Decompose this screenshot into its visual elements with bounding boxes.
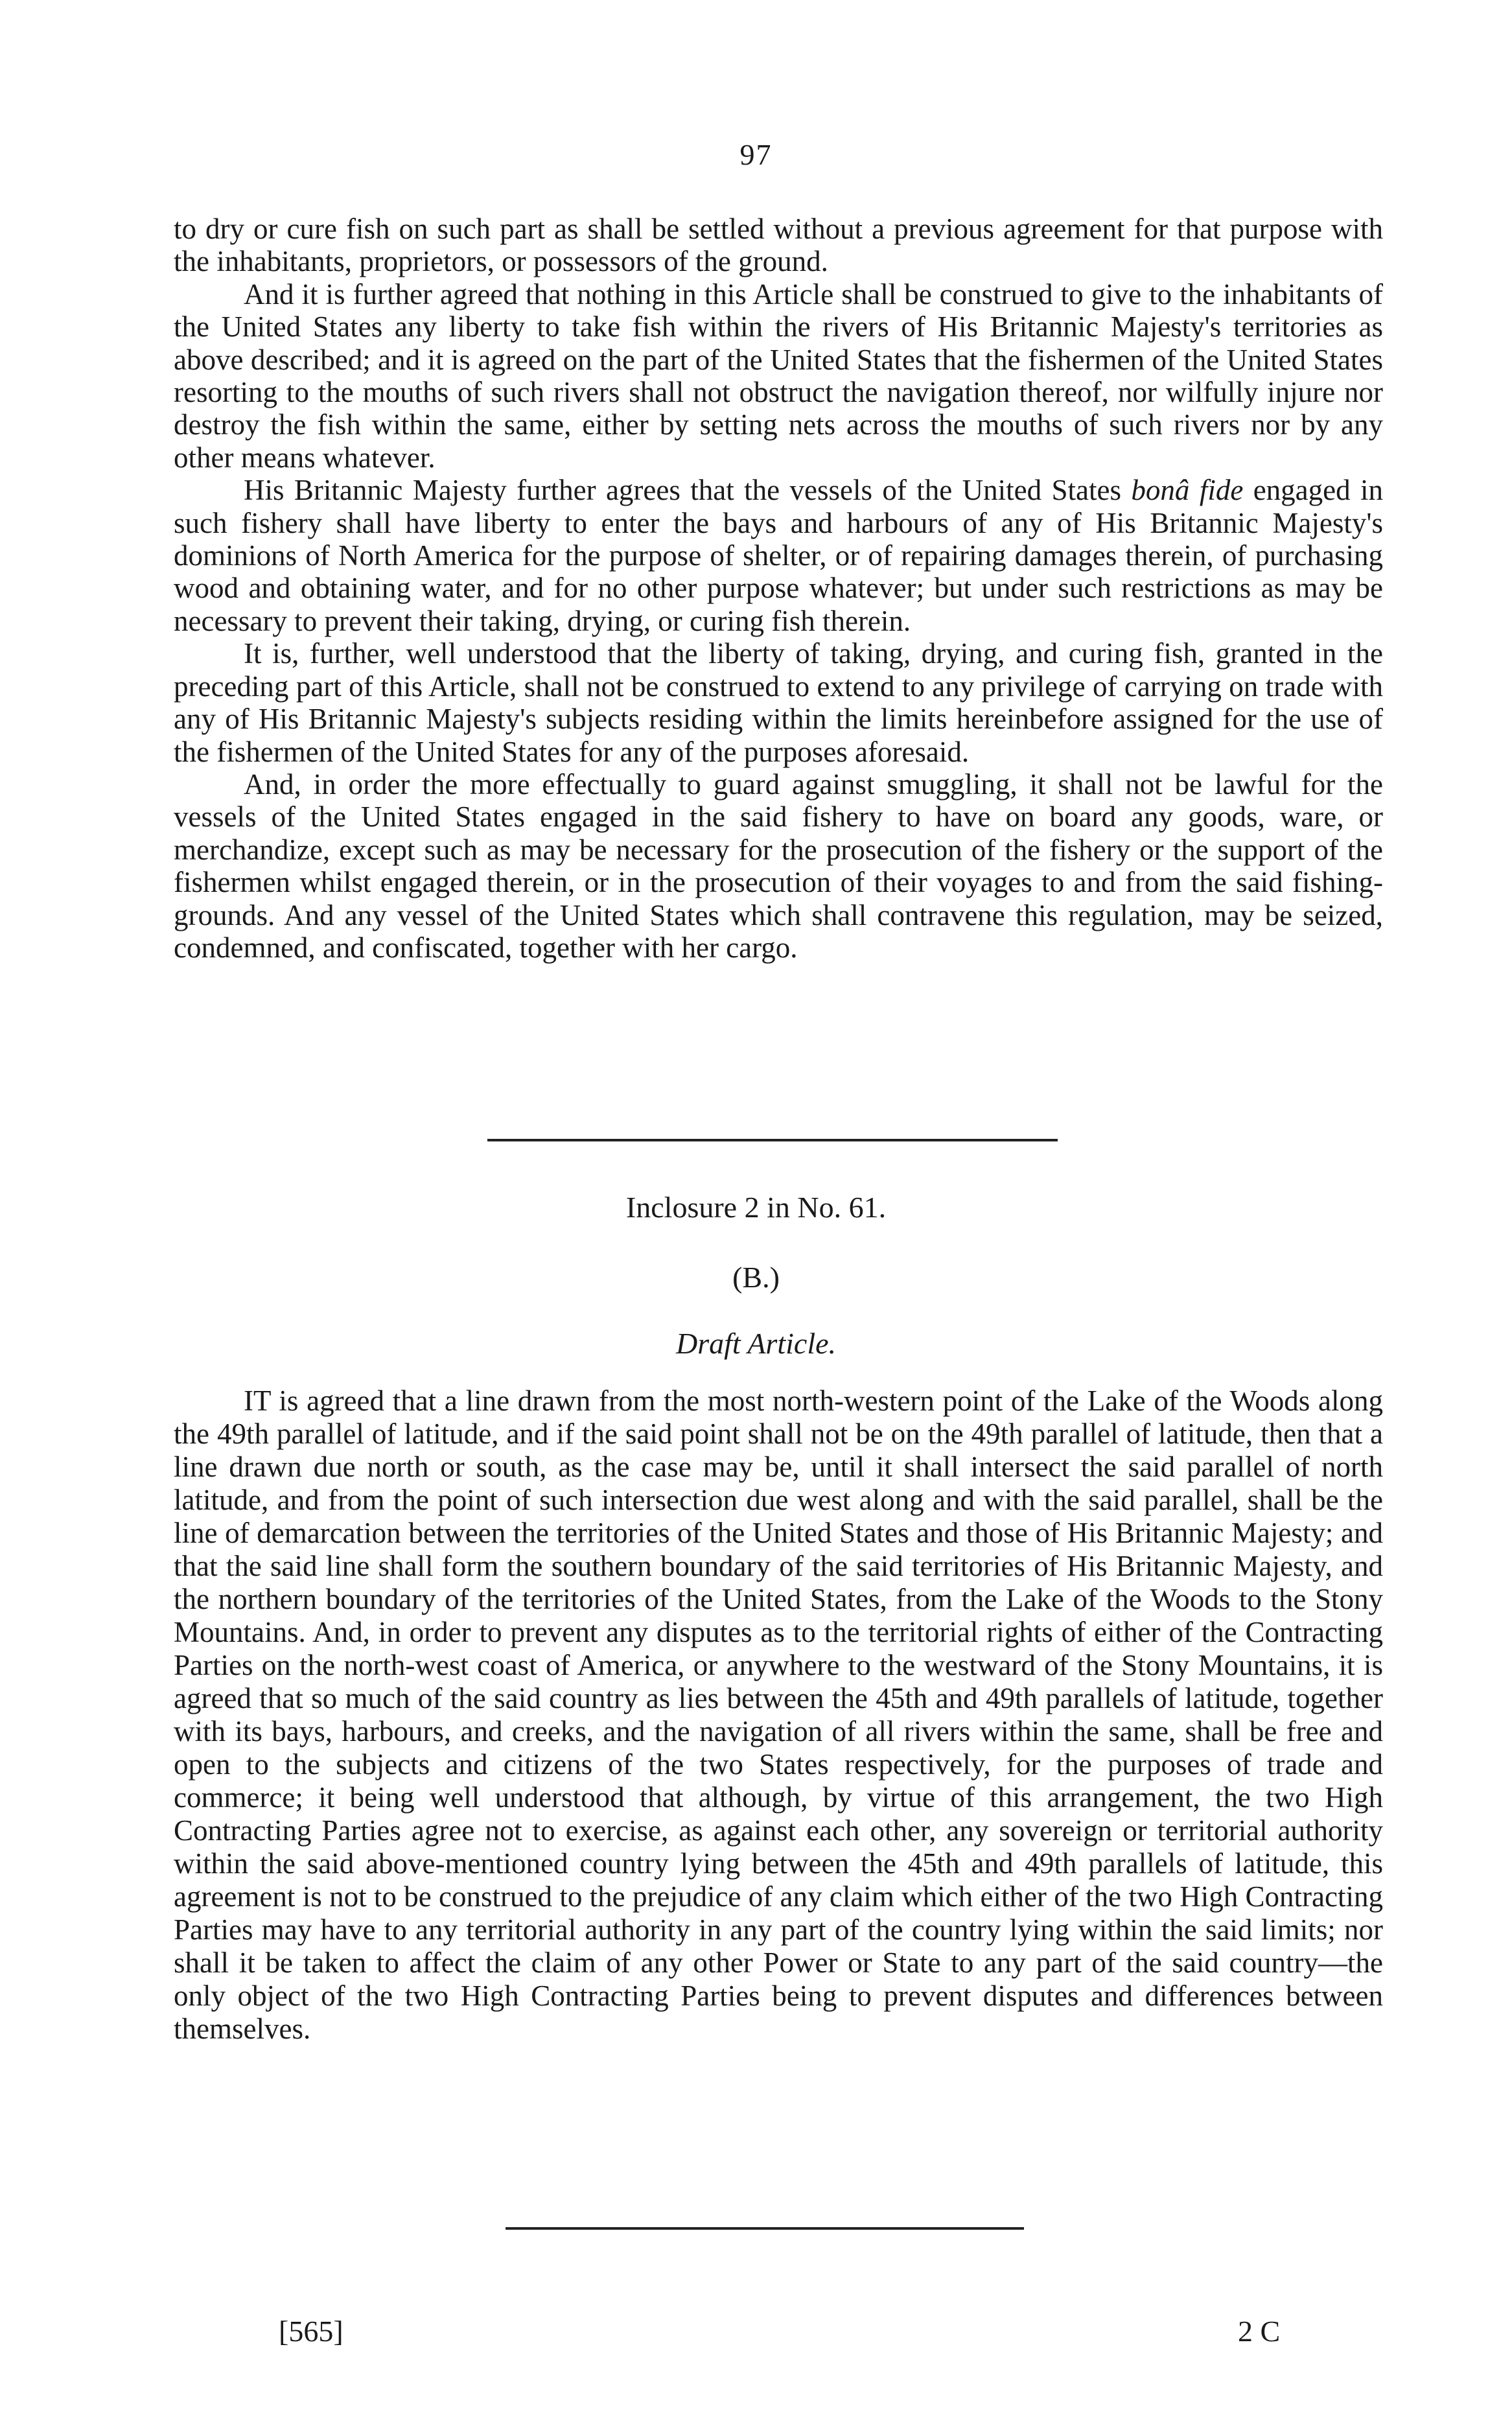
paragraph-bays-harbours xyxy=(174,474,1383,637)
bays-lead-text: His Britannic Majesty further agrees that the vessels of the United States xyxy=(244,474,1122,507)
paragraph-trade-privilege: It is, further, well understood that the liberty of taking, drying, and curing fish, granted in the preceding part of this Article, shall not be construed to extend to any privilege of carrying on trade with any of His Britannic Majesty's subjects residing within the limits hereinbefore assigned for the use of the fishermen of the United States for any of the purposes aforesaid. xyxy=(174,637,1383,768)
draft-article-body xyxy=(174,1385,1383,2046)
paragraph-drying-curing: to dry or cure fish on such part as shall be settled without a previous agreement for that purpose with the inhabitants, proprietors, or possessors of the ground. xyxy=(174,213,1383,278)
paragraph-rivers-clause: And it is further agreed that nothing in this Article shall be construed to give to the inhabitants of the United States any liberty to take fish within the rivers of His Britannic Majesty's territories as above described; and it is agreed on the part of the United States that the fishermen of the United States resorting to the mouths of such rivers shall not obstruct the navigation thereof, nor wilfully injure nor destroy the fish within the same, either by setting nets across the mouths of such rivers nor by any other means whatever. xyxy=(174,277,1383,474)
page-number: 97 xyxy=(739,138,773,171)
paragraph-smuggling: And, in order the more effectually to guard against smuggling, it shall not be lawful for the vessels of the United States engaged in the said fishery to have on board any goods, ware, or merchandize, except such as may be necessary for the prosecution of the fishery or the support of the fishermen whilst engaged therein, or in the prosecution of their voyages to and from the said fishing-grounds. And any vessel of the United States which shall contravene this regulation, may be seized, condemned, and confiscated, together with her cargo. xyxy=(174,767,1383,964)
section-divider-bottom xyxy=(506,2227,1024,2230)
draft-article-title: Draft Article. xyxy=(675,1327,837,1360)
section-divider-top xyxy=(487,1139,1058,1141)
inclosure-heading: Inclosure 2 in No. 61. xyxy=(625,1191,887,1224)
section-label-b: (B.) xyxy=(732,1261,780,1294)
signature-mark: [565] xyxy=(279,2315,343,2348)
bona-fide-italic: bonâ fide xyxy=(1131,474,1244,507)
treaty-text-continued xyxy=(174,213,1383,964)
sheet-signature: 2 C xyxy=(1238,2315,1281,2348)
bays-rest-text: engaged in such fishery shall have liberty to enter the bays and harbours of any of His Britannic Majesty's dominions of North America for the purpose of shelter, or of repairing damages therein, of purchasing wood and obtaining water, and for no other purpose whatever; but under such restrictions as may be necessary to prevent their taking, drying, or curing fish therein. xyxy=(174,474,1384,637)
paragraph-boundary-line: IT is agreed that a line drawn from the most north-western point of the Lake of the Woods along the 49th parallel of latitude, and if the said point shall not be on the 49th parallel of latitude, then that a line drawn due north or south, as the case may be, until it shall intersect the said parallel of north latitude, and from the point of such intersection due west along and with the said parallel, shall be the line of demarcation between the territories of the United States and those of His Britannic Majesty; and that the said line shall form the southern boundary of the said territories of His Britannic Majesty, and the northern boundary of the territories of the United States, from the Lake of the Woods to the Stony Mountains. And, in order to prevent any disputes as to the territorial rights of either of the Contracting Parties on the north-west coast of America, or anywhere to the westward of the Stony Mountains, it is agreed that so much of the said country as lies between the 45th and 49th parallels of latitude, together with its bays, harbours, and creeks, and the navigation of all rivers within the same, shall be free and open to the subjects and citizens of the two States respectively, for the purposes of trade and commerce; it being well understood that although, by virtue of this arrangement, the two High Contracting Parties agree not to exercise, as against each other, any sovereign or territorial authority within the said above-mentioned country lying between the 45th and 49th parallels of latitude, this agreement is not to be construed to the prejudice of any claim which either of the two High Contracting Parties may have to any territorial authority in any part of the country lying within the said limits; nor shall it be taken to affect the claim of any other Power or State to any part of the said country—the only object of the two High Contracting Parties being to prevent disputes and differences between themselves. xyxy=(174,1385,1383,2045)
